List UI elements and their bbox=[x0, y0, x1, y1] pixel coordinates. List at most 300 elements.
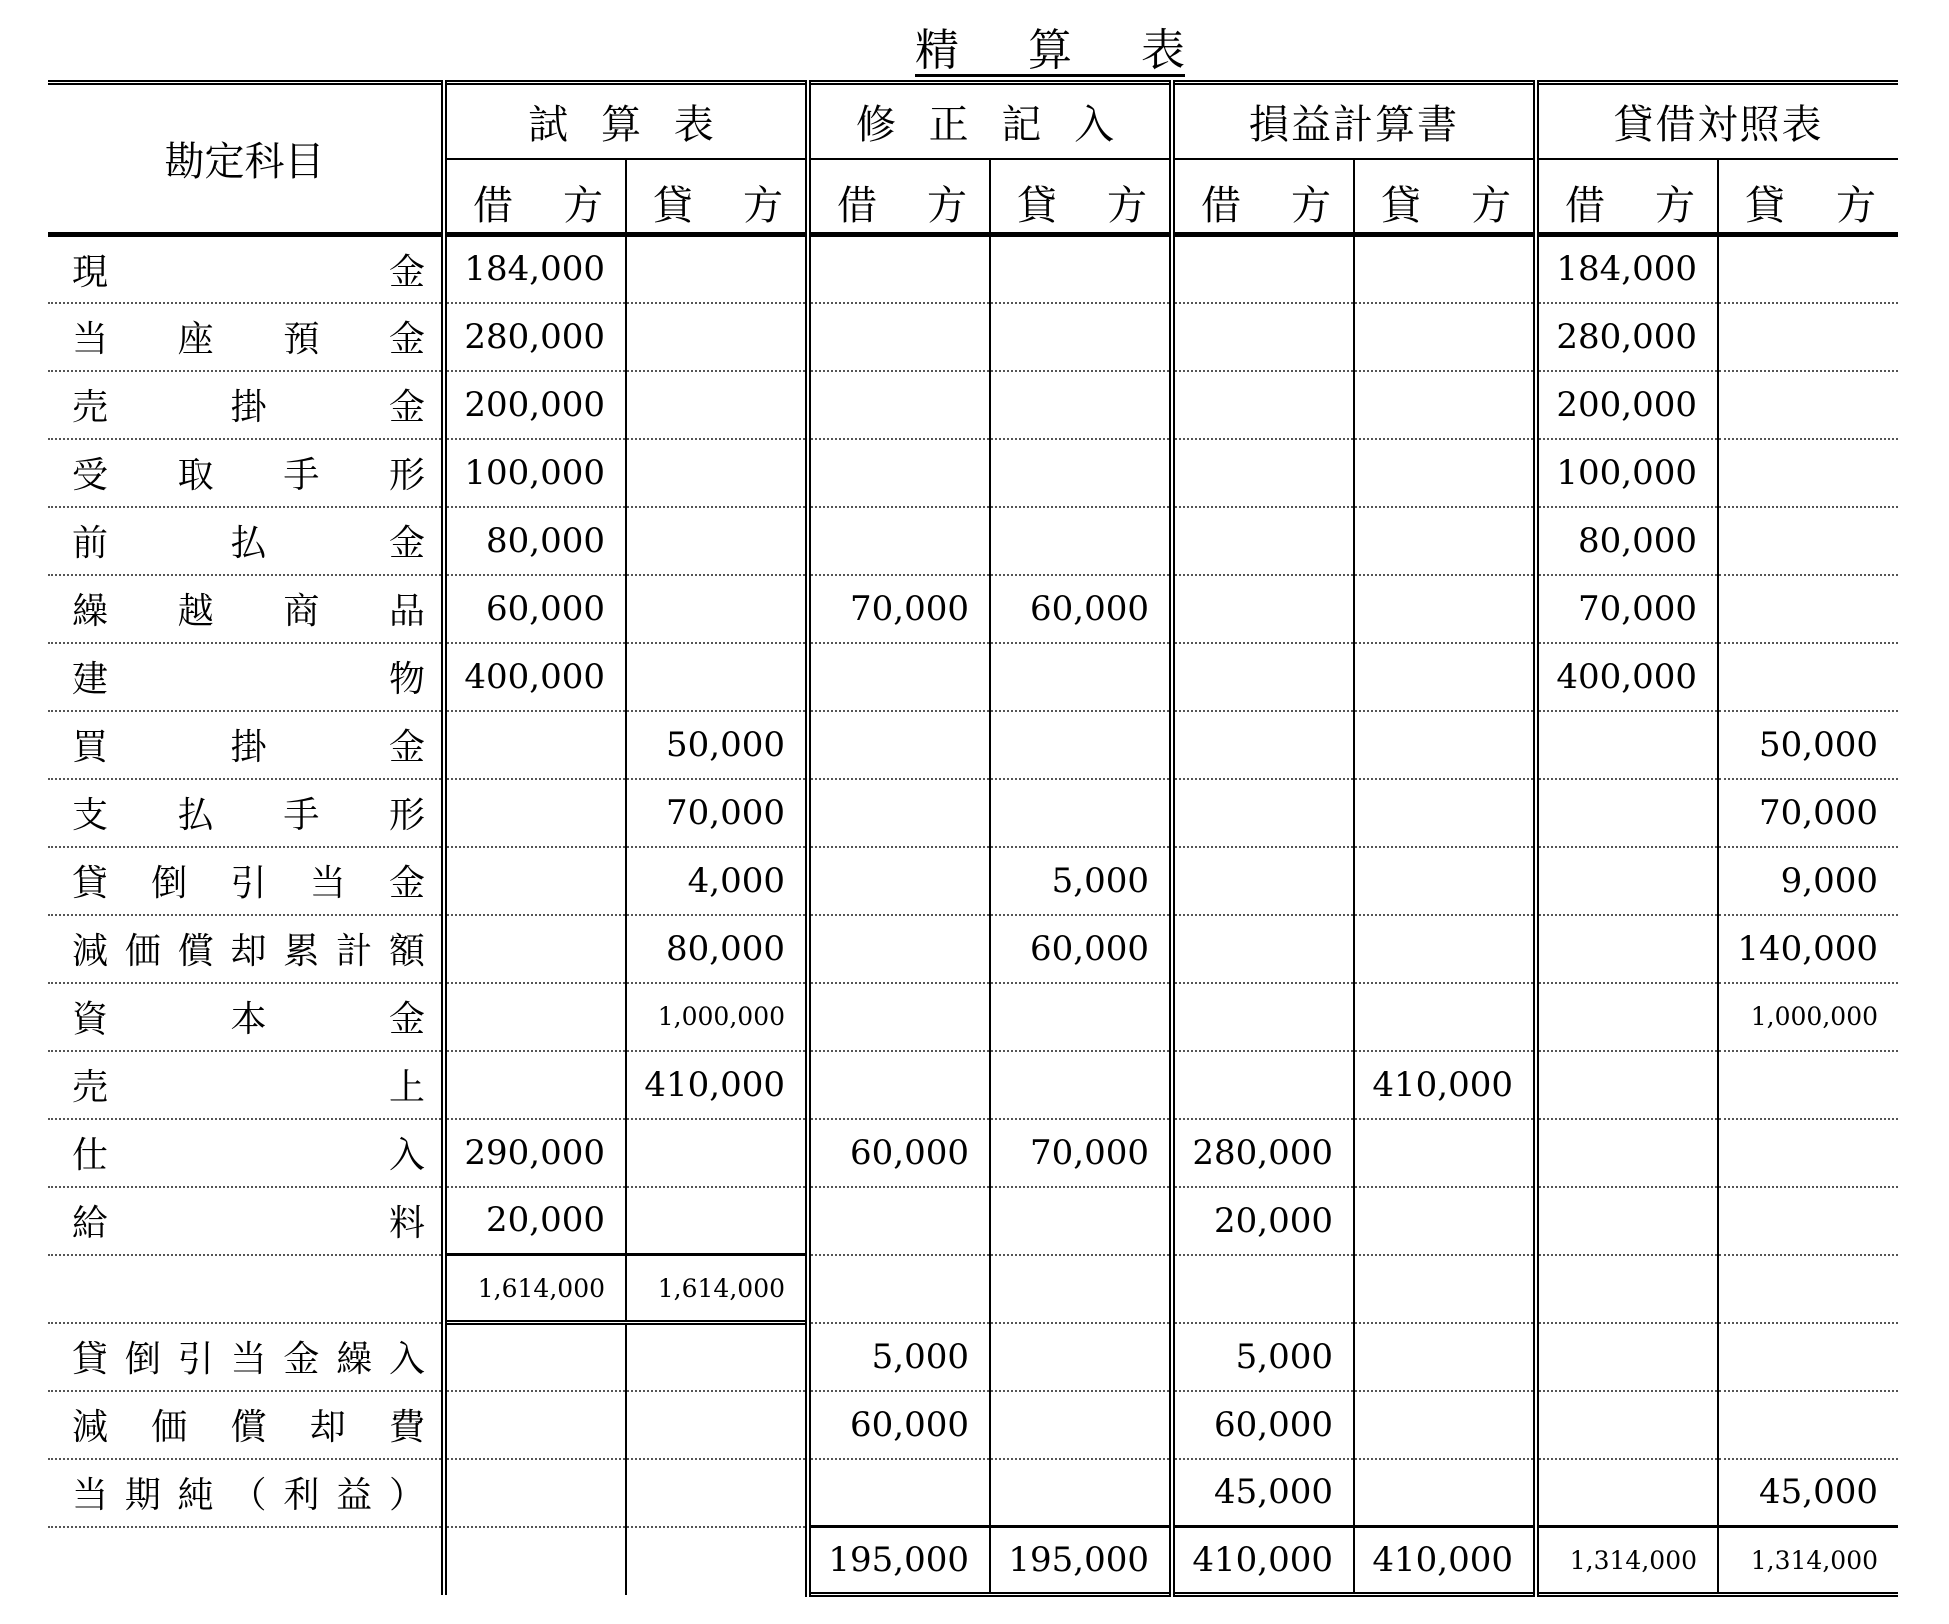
pl-credit-cell bbox=[1354, 575, 1536, 643]
adjust-debit-cell bbox=[808, 643, 990, 711]
account-name-char: 建 bbox=[72, 659, 109, 700]
debit-column-header bbox=[444, 159, 626, 235]
bs-credit-cell bbox=[1718, 1187, 1898, 1255]
title-char: 算 bbox=[1028, 25, 1072, 76]
credit-column-header bbox=[1718, 159, 1898, 235]
trial-debit-cell bbox=[444, 847, 626, 915]
account-name-char: 金 bbox=[388, 863, 425, 904]
account-name-char: 繰 bbox=[336, 1339, 373, 1380]
account-name-char: 当 bbox=[309, 863, 346, 904]
account-name bbox=[48, 235, 444, 303]
pl-debit-cell bbox=[1172, 779, 1354, 847]
bs-credit-cell bbox=[1718, 439, 1898, 507]
bs-debit-cell bbox=[1536, 1323, 1718, 1391]
pl-debit-cell: 5,000 bbox=[1172, 1323, 1354, 1391]
debit-label-char: 借 bbox=[473, 182, 513, 229]
credit-label-char: 方 bbox=[743, 182, 783, 229]
bs-credit-cell bbox=[1718, 643, 1898, 711]
trial-credit-cell bbox=[626, 1391, 808, 1459]
account-name-char: 引 bbox=[230, 863, 267, 904]
account-name-char: 金 bbox=[388, 523, 425, 564]
account-name-char: 純 bbox=[177, 1475, 214, 1516]
adjust-debit-cell bbox=[808, 371, 990, 439]
credit-column-header bbox=[1354, 159, 1536, 235]
pl-credit-cell bbox=[1354, 235, 1536, 303]
pl-debit-cell: 45,000 bbox=[1172, 1459, 1354, 1527]
net-income-row bbox=[48, 1459, 1898, 1527]
pl-debit-cell bbox=[1172, 439, 1354, 507]
account-name-char: 価 bbox=[151, 1407, 188, 1448]
debit-label-char: 借 bbox=[837, 182, 877, 229]
pl-debit-cell: 60,000 bbox=[1172, 1391, 1354, 1459]
bs-credit-cell: 70,000 bbox=[1718, 779, 1898, 847]
table-row bbox=[48, 983, 1898, 1051]
trial-credit-total: 1,614,000 bbox=[626, 1255, 808, 1323]
bs-credit-cell: 1,000,000 bbox=[1718, 983, 1898, 1051]
table-row bbox=[48, 303, 1898, 371]
pl-credit-cell bbox=[1354, 439, 1536, 507]
adjust-credit-cell bbox=[990, 1255, 1172, 1323]
account-name-chars bbox=[72, 651, 425, 702]
pl-credit-cell: 410,000 bbox=[1354, 1051, 1536, 1119]
adjust-credit-cell bbox=[990, 1459, 1172, 1527]
account-name-char: 料 bbox=[388, 1203, 425, 1244]
trial-debit-cell: 280,000 bbox=[444, 303, 626, 371]
account-name-char: 手 bbox=[283, 455, 320, 496]
account-column-header: 勘定科目 bbox=[48, 83, 444, 235]
trial-credit-cell bbox=[626, 507, 808, 575]
account-name-char: 越 bbox=[177, 591, 214, 632]
table-row bbox=[48, 235, 1898, 303]
pl-debit-cell bbox=[1172, 575, 1354, 643]
account-name-char: 金 bbox=[388, 251, 425, 293]
account-name-char: 受 bbox=[72, 455, 109, 496]
adjust-debit-cell bbox=[808, 507, 990, 575]
account-name bbox=[48, 507, 444, 575]
trial-credit-cell: 50,000 bbox=[626, 711, 808, 779]
bs-debit-cell: 280,000 bbox=[1536, 303, 1718, 371]
credit-label-char: 方 bbox=[1107, 182, 1147, 229]
pl-credit-cell bbox=[1354, 1323, 1536, 1391]
account-name-char: 手 bbox=[283, 795, 320, 836]
account-name-char: 償 bbox=[177, 931, 214, 972]
trial-debit-cell: 60,000 bbox=[444, 575, 626, 643]
adjust-credit-cell bbox=[990, 711, 1172, 779]
adjust-credit-cell bbox=[990, 1323, 1172, 1391]
adjust-debit-cell: 60,000 bbox=[808, 1391, 990, 1459]
account-name-chars bbox=[72, 379, 425, 430]
adjust-credit-cell bbox=[990, 1051, 1172, 1119]
table-row bbox=[48, 915, 1898, 983]
account-name-chars bbox=[72, 855, 425, 906]
adjust-credit-cell bbox=[990, 643, 1172, 711]
trial-debit-cell: 100,000 bbox=[444, 439, 626, 507]
pl-credit-cell bbox=[1354, 1119, 1536, 1187]
bs-debit-cell bbox=[1536, 847, 1718, 915]
bs-debit-cell: 80,000 bbox=[1536, 507, 1718, 575]
pl-credit-cell bbox=[1354, 303, 1536, 371]
trial-debit-cell: 184,000 bbox=[444, 235, 626, 303]
table-row bbox=[48, 575, 1898, 643]
pl-credit-cell bbox=[1354, 507, 1536, 575]
account-name-chars bbox=[72, 1127, 425, 1178]
pl-debit-total: 410,000 bbox=[1172, 1527, 1354, 1595]
account-name bbox=[48, 371, 444, 439]
adjust-credit-cell bbox=[990, 1391, 1172, 1459]
account-name-char: 買 bbox=[72, 727, 109, 768]
pl-debit-cell: 20,000 bbox=[1172, 1187, 1354, 1255]
trial-credit-cell bbox=[626, 1187, 808, 1255]
table-row bbox=[48, 1119, 1898, 1187]
account-name-char: 物 bbox=[388, 659, 425, 700]
account-name-char: 減 bbox=[72, 931, 109, 972]
account-name-char: 倒 bbox=[151, 863, 188, 904]
account-name-char: 現 bbox=[72, 251, 109, 293]
bs-credit-cell: 50,000 bbox=[1718, 711, 1898, 779]
bs-debit-cell: 400,000 bbox=[1536, 643, 1718, 711]
bs-credit-cell bbox=[1718, 1119, 1898, 1187]
account-name-chars bbox=[72, 1467, 425, 1518]
adjust-debit-cell bbox=[808, 847, 990, 915]
account-name-char: 累 bbox=[283, 931, 320, 972]
bs-credit-cell bbox=[1718, 507, 1898, 575]
adjust-credit-total: 195,000 bbox=[990, 1527, 1172, 1595]
account-name-char: 取 bbox=[177, 455, 214, 496]
account-name-char: 繰 bbox=[72, 591, 109, 632]
trial-credit-cell bbox=[626, 371, 808, 439]
account-name-char: 形 bbox=[388, 795, 425, 836]
account-name-char: 価 bbox=[124, 931, 161, 972]
table-row bbox=[48, 507, 1898, 575]
account-name-char: 引 bbox=[177, 1339, 214, 1380]
account-name-char: 掛 bbox=[230, 387, 267, 428]
account-name-chars bbox=[72, 515, 425, 566]
credit-column-header bbox=[626, 159, 808, 235]
bs-credit-cell bbox=[1718, 1391, 1898, 1459]
adjust-credit-cell bbox=[990, 303, 1172, 371]
account-name-char: 貸 bbox=[72, 1339, 109, 1380]
account-name-chars bbox=[72, 447, 425, 498]
trial-debit-cell bbox=[444, 983, 626, 1051]
account-name-char: 金 bbox=[388, 319, 425, 360]
group-header-balance-sheet: 貸借対照表 bbox=[1536, 83, 1898, 159]
trial-debit-cell bbox=[444, 1527, 626, 1595]
trial-credit-cell: 1,000,000 bbox=[626, 983, 808, 1051]
debit-label-char: 方 bbox=[563, 182, 603, 229]
adjust-credit-cell bbox=[990, 507, 1172, 575]
account-name-char: 益 bbox=[336, 1475, 373, 1516]
account-name-char: 売 bbox=[72, 387, 109, 428]
pl-credit-total: 410,000 bbox=[1354, 1527, 1536, 1595]
pl-credit-cell bbox=[1354, 915, 1536, 983]
trial-credit-cell bbox=[626, 439, 808, 507]
trial-debit-cell bbox=[444, 915, 626, 983]
pl-debit-cell bbox=[1172, 643, 1354, 711]
account-name-char: 前 bbox=[72, 523, 109, 564]
pl-debit-cell bbox=[1172, 915, 1354, 983]
account-name bbox=[48, 1187, 444, 1255]
account-name-char: 掛 bbox=[230, 727, 267, 768]
account-name bbox=[48, 711, 444, 779]
adjust-debit-cell bbox=[808, 1459, 990, 1527]
bs-debit-cell bbox=[1536, 1051, 1718, 1119]
account-name-chars bbox=[72, 991, 425, 1042]
table-row bbox=[48, 847, 1898, 915]
table-row bbox=[48, 1187, 1898, 1255]
account-name bbox=[48, 1051, 444, 1119]
adjust-debit-cell bbox=[808, 779, 990, 847]
pl-debit-cell bbox=[1172, 1051, 1354, 1119]
adjust-credit-cell: 60,000 bbox=[990, 915, 1172, 983]
credit-label-char: 方 bbox=[1836, 182, 1876, 229]
bs-credit-cell bbox=[1718, 235, 1898, 303]
account-name-char: 支 bbox=[72, 795, 109, 836]
pl-debit-cell bbox=[1172, 1255, 1354, 1323]
account-name-chars bbox=[72, 787, 425, 838]
bs-credit-cell bbox=[1718, 575, 1898, 643]
trial-credit-cell bbox=[626, 1527, 808, 1595]
account-name-chars bbox=[72, 1399, 425, 1450]
trial-debit-cell bbox=[444, 1459, 626, 1527]
table-row bbox=[48, 439, 1898, 507]
account-name-char: 貸 bbox=[72, 863, 109, 904]
bs-debit-cell: 184,000 bbox=[1536, 235, 1718, 303]
bs-debit-cell bbox=[1536, 1187, 1718, 1255]
adjust-debit-cell: 60,000 bbox=[808, 1119, 990, 1187]
pl-credit-cell bbox=[1354, 1459, 1536, 1527]
trial-credit-cell bbox=[626, 1119, 808, 1187]
trial-debit-cell bbox=[444, 711, 626, 779]
account-name-char: 座 bbox=[177, 319, 214, 360]
account-name-char: 売 bbox=[72, 1067, 109, 1108]
adjust-debit-cell bbox=[808, 439, 990, 507]
bs-credit-cell: 140,000 bbox=[1718, 915, 1898, 983]
bs-credit-cell bbox=[1718, 1323, 1898, 1391]
trial-debit-cell: 400,000 bbox=[444, 643, 626, 711]
pl-debit-cell bbox=[1172, 371, 1354, 439]
bs-credit-cell: 45,000 bbox=[1718, 1459, 1898, 1527]
trial-credit-cell bbox=[626, 1323, 808, 1391]
bs-debit-cell: 100,000 bbox=[1536, 439, 1718, 507]
account-name-char: 却 bbox=[309, 1407, 346, 1448]
bs-debit-total: 1,314,000 bbox=[1536, 1527, 1718, 1595]
account-name-chars bbox=[72, 583, 425, 634]
bs-debit-cell bbox=[1536, 711, 1718, 779]
table-row bbox=[48, 1323, 1898, 1391]
account-name-char: 仕 bbox=[72, 1135, 109, 1176]
debit-column-header bbox=[1536, 159, 1718, 235]
trial-credit-cell bbox=[626, 1459, 808, 1527]
account-name-char: 金 bbox=[388, 999, 425, 1040]
credit-label-char: 方 bbox=[1471, 182, 1511, 229]
account-name bbox=[48, 1391, 444, 1459]
adjust-debit-cell: 5,000 bbox=[808, 1323, 990, 1391]
credit-label-char: 貸 bbox=[1017, 182, 1057, 229]
grand-total-row bbox=[48, 1527, 1898, 1595]
adjust-debit-cell bbox=[808, 235, 990, 303]
adjust-credit-cell bbox=[990, 235, 1172, 303]
adjust-credit-cell bbox=[990, 439, 1172, 507]
adjust-credit-cell bbox=[990, 1187, 1172, 1255]
credit-label-char: 貸 bbox=[653, 182, 693, 229]
account-name-char: 形 bbox=[388, 455, 425, 496]
adjust-credit-cell bbox=[990, 371, 1172, 439]
bs-debit-cell bbox=[1536, 1391, 1718, 1459]
bs-debit-cell bbox=[1536, 1255, 1718, 1323]
bs-credit-cell bbox=[1718, 371, 1898, 439]
account-name-char: 利 bbox=[283, 1475, 320, 1516]
account-name-char: 費 bbox=[388, 1407, 425, 1448]
table-row bbox=[48, 1051, 1898, 1119]
trial-debit-cell bbox=[444, 779, 626, 847]
account-name-char: 金 bbox=[388, 727, 425, 768]
bs-debit-cell bbox=[1536, 915, 1718, 983]
account-name bbox=[48, 303, 444, 371]
trial-credit-cell bbox=[626, 575, 808, 643]
pl-debit-cell bbox=[1172, 235, 1354, 303]
group-header-trial-balance: 試 算 表 bbox=[444, 83, 808, 159]
account-name-char: 当 bbox=[72, 1475, 109, 1516]
account-name-char: 減 bbox=[72, 1407, 109, 1448]
bs-credit-cell bbox=[1718, 303, 1898, 371]
credit-label-char: 貸 bbox=[1381, 182, 1421, 229]
worksheet-table bbox=[48, 80, 1898, 1597]
bs-credit-cell bbox=[1718, 1255, 1898, 1323]
adjust-debit-cell bbox=[808, 1051, 990, 1119]
bs-debit-cell bbox=[1536, 983, 1718, 1051]
account-name bbox=[48, 439, 444, 507]
pl-debit-cell bbox=[1172, 711, 1354, 779]
title-char: 精 bbox=[915, 25, 959, 76]
account-name-char: 計 bbox=[336, 931, 373, 972]
account-name-char: 本 bbox=[230, 999, 267, 1040]
account-name-char: 上 bbox=[388, 1067, 425, 1108]
adjust-debit-cell bbox=[808, 983, 990, 1051]
credit-label-char: 貸 bbox=[1745, 182, 1785, 229]
account-name-char: 商 bbox=[283, 591, 320, 632]
bs-credit-cell: 9,000 bbox=[1718, 847, 1898, 915]
pl-credit-cell bbox=[1354, 711, 1536, 779]
adjust-debit-cell: 70,000 bbox=[808, 575, 990, 643]
trial-credit-cell bbox=[626, 235, 808, 303]
account-name-empty bbox=[48, 1527, 444, 1595]
trial-debit-cell: 80,000 bbox=[444, 507, 626, 575]
account-name-chars bbox=[72, 311, 425, 362]
trial-credit-cell: 410,000 bbox=[626, 1051, 808, 1119]
debit-label-char: 方 bbox=[1655, 182, 1695, 229]
adjust-credit-cell: 5,000 bbox=[990, 847, 1172, 915]
account-name bbox=[48, 575, 444, 643]
adjust-credit-cell: 60,000 bbox=[990, 575, 1172, 643]
pl-credit-cell bbox=[1354, 779, 1536, 847]
bs-debit-cell bbox=[1536, 779, 1718, 847]
account-name-chars bbox=[72, 1059, 425, 1110]
table-row bbox=[48, 1391, 1898, 1459]
pl-credit-cell bbox=[1354, 983, 1536, 1051]
pl-credit-cell bbox=[1354, 643, 1536, 711]
trial-debit-cell: 200,000 bbox=[444, 371, 626, 439]
account-name bbox=[48, 779, 444, 847]
adjust-debit-total: 195,000 bbox=[808, 1527, 990, 1595]
account-name-char: 金 bbox=[388, 387, 425, 428]
adjust-debit-cell bbox=[808, 915, 990, 983]
account-name-char: 額 bbox=[388, 931, 425, 972]
debit-column-header bbox=[808, 159, 990, 235]
account-name-char: ） bbox=[388, 1475, 425, 1516]
account-name-char: 品 bbox=[388, 591, 425, 632]
account-name bbox=[48, 915, 444, 983]
trial-credit-cell: 80,000 bbox=[626, 915, 808, 983]
pl-credit-cell bbox=[1354, 847, 1536, 915]
pl-debit-cell bbox=[1172, 303, 1354, 371]
trial-debit-cell: 290,000 bbox=[444, 1119, 626, 1187]
bs-debit-cell bbox=[1536, 1119, 1718, 1187]
adjust-credit-cell: 70,000 bbox=[990, 1119, 1172, 1187]
account-name-char: 入 bbox=[388, 1339, 425, 1380]
pl-credit-cell bbox=[1354, 1187, 1536, 1255]
trial-debit-cell bbox=[444, 1391, 626, 1459]
table-row bbox=[48, 371, 1898, 439]
worksheet-title bbox=[915, 18, 1185, 77]
pl-debit-cell bbox=[1172, 507, 1354, 575]
account-name-char: 給 bbox=[72, 1203, 109, 1244]
adjust-debit-cell bbox=[808, 711, 990, 779]
bs-debit-cell: 70,000 bbox=[1536, 575, 1718, 643]
debit-column-header bbox=[1172, 159, 1354, 235]
account-name bbox=[48, 1459, 444, 1527]
pl-debit-cell: 280,000 bbox=[1172, 1119, 1354, 1187]
pl-debit-cell bbox=[1172, 847, 1354, 915]
account-name-char: 却 bbox=[230, 931, 267, 972]
group-header-income-statement: 損益計算書 bbox=[1172, 83, 1536, 159]
adjust-credit-cell bbox=[990, 779, 1172, 847]
account-name-chars bbox=[72, 923, 425, 974]
debit-label-char: 借 bbox=[1201, 182, 1241, 229]
trial-credit-cell bbox=[626, 643, 808, 711]
credit-column-header bbox=[990, 159, 1172, 235]
account-name-char: 当 bbox=[230, 1339, 267, 1380]
account-name-chars bbox=[72, 719, 425, 770]
table-row bbox=[48, 643, 1898, 711]
account-name-char: 当 bbox=[72, 319, 109, 360]
pl-debit-cell bbox=[1172, 983, 1354, 1051]
account-name-char: 入 bbox=[388, 1135, 425, 1176]
trial-credit-cell bbox=[626, 303, 808, 371]
account-name-chars bbox=[72, 1195, 425, 1246]
bs-debit-cell: 200,000 bbox=[1536, 371, 1718, 439]
account-name-char: 償 bbox=[230, 1407, 267, 1448]
table-row bbox=[48, 711, 1898, 779]
trial-debit-cell bbox=[444, 1323, 626, 1391]
adjust-credit-cell bbox=[990, 983, 1172, 1051]
account-name-char: 倒 bbox=[124, 1339, 161, 1380]
adjust-debit-cell bbox=[808, 1187, 990, 1255]
account-name-chars bbox=[72, 244, 425, 295]
adjust-debit-cell bbox=[808, 1255, 990, 1323]
group-header-adjustments: 修 正 記 入 bbox=[808, 83, 1172, 159]
title-char: 表 bbox=[1141, 25, 1185, 76]
debit-label-char: 方 bbox=[1291, 182, 1331, 229]
account-name-char: （ bbox=[230, 1475, 267, 1516]
bs-debit-cell bbox=[1536, 1459, 1718, 1527]
debit-label-char: 借 bbox=[1565, 182, 1605, 229]
account-name bbox=[48, 1119, 444, 1187]
table-row bbox=[48, 779, 1898, 847]
account-name-char: 資 bbox=[72, 999, 109, 1040]
pl-credit-cell bbox=[1354, 371, 1536, 439]
header-group-row bbox=[48, 83, 1898, 159]
trial-debit-cell bbox=[444, 1051, 626, 1119]
